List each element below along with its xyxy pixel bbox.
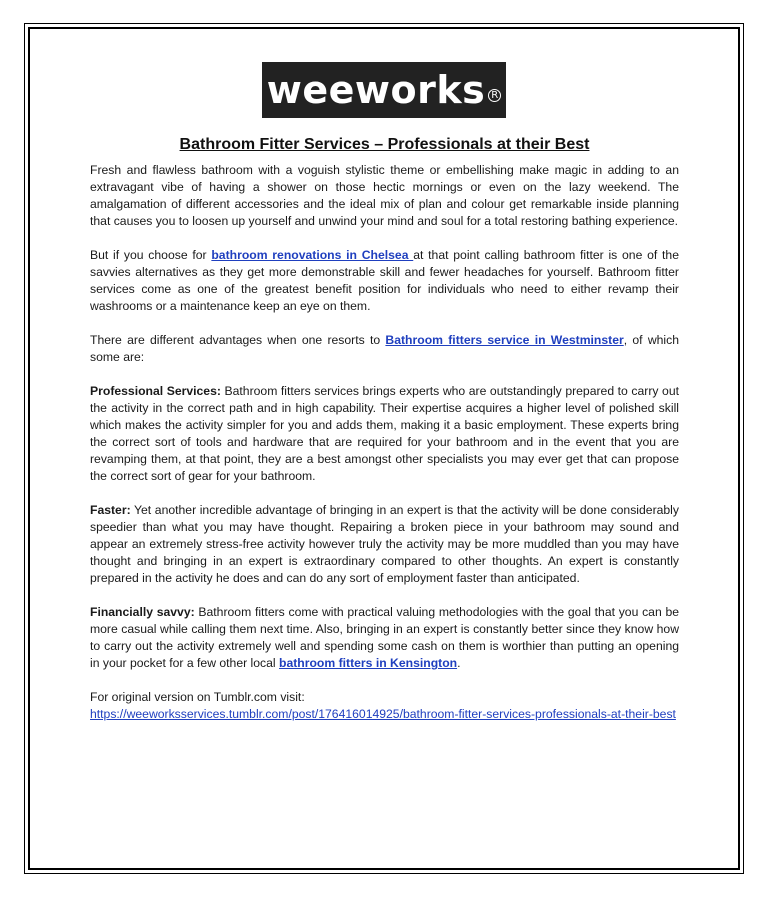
section-heading: Financially savvy:	[90, 605, 195, 619]
paragraph-source	[90, 689, 679, 723]
paragraph-text: Yet another incredible advantage of bringing in an expert is that the activity will be done considerably speedier than what you may have thought. Repairing a broken piece in your bathroom may sound and appear an extremely stress-free activity however truly the activity may be more muddled than you may have thought and bringing in an expert is extraordinary compared to other thoughts. An expert is constantly prepared in the activity he does and can do any sort of employment faster than anticipated.	[90, 503, 679, 585]
link-bathroom-renovations-chelsea[interactable]: bathroom renovations in Chelsea	[211, 248, 414, 262]
weeworks-logo	[262, 62, 506, 118]
source-label: For original version on Tumblr.com visit:	[90, 690, 305, 704]
paragraph-text: .	[457, 656, 461, 670]
paragraph-financially-savvy	[90, 604, 679, 672]
section-heading: Faster:	[90, 503, 131, 517]
link-bathroom-fitters-westminster[interactable]: Bathroom fitters service in Westminster	[385, 333, 624, 347]
paragraph-text: , of which some are:	[90, 333, 680, 364]
paragraph-chelsea	[90, 247, 679, 315]
link-tumblr-original[interactable]: https://weeworksservices.tumblr.com/post/176416014925/bathroom-fitter-services-professionals-at-their-best	[90, 707, 676, 721]
document-body	[90, 134, 679, 740]
section-heading: Professional Services:	[90, 384, 221, 398]
paragraph-faster	[90, 502, 679, 587]
paragraph-text: Bathroom fitters services brings experts who are outstandingly prepared to carry out the activity in the correct path and in high capability. Their expertise acquires a higher level of polished skill which makes the activity simpler for you and adds them, making it a basic employment. These experts bring the correct sort of tools and hardware that are required for your bathroom and in the event that you are revamping them, at that point, they are a best amongst other specialists you may ever get that can propose the correct sort of gear for your bathroom.	[90, 384, 679, 483]
paragraph-text: But if you choose for	[90, 248, 212, 262]
paragraph-westminster	[90, 332, 679, 366]
logo-text: weeworks	[266, 68, 486, 112]
registered-mark: R	[488, 89, 501, 102]
document-title: Bathroom Fitter Services – Professionals at their Best	[179, 136, 590, 153]
paragraph-text: There are different advantages when one resorts to	[90, 333, 386, 347]
paragraph-text: Bathroom fitters come with practical valuing methodologies with the goal that you can be more casual while calling them next time. Also, bringing in an expert is constantly better since they know how to carry out the activity extremely well and spending some cash on them is worthier than putting an opening in your pocket for a few other local	[90, 605, 680, 670]
paragraph-professional-services	[90, 383, 679, 485]
paragraph-intro: Fresh and flawless bathroom with a voguish stylistic theme or embellishing make magic in adding to an extravagant vibe of having a shower on those hectic mornings or even on the lazy weekend. The amalgamation of different accessories and the ideal mix of plan and colour get remarkable inside planning that causes you to loosen up yourself and unwind your mind and soul for a total restoring bathing experience.	[90, 163, 679, 228]
link-bathroom-fitters-kensington[interactable]: bathroom fitters in Kensington	[279, 656, 458, 670]
paragraph-text: at that point calling bathroom fitter is one of the savvies alternatives as they get more demonstrable skill and fewer headaches for yourself. Bathroom fitter services come as one of the greatest benefit position for individuals who need to either revamp their washrooms or a maintenance keep an eye on them.	[90, 248, 679, 313]
